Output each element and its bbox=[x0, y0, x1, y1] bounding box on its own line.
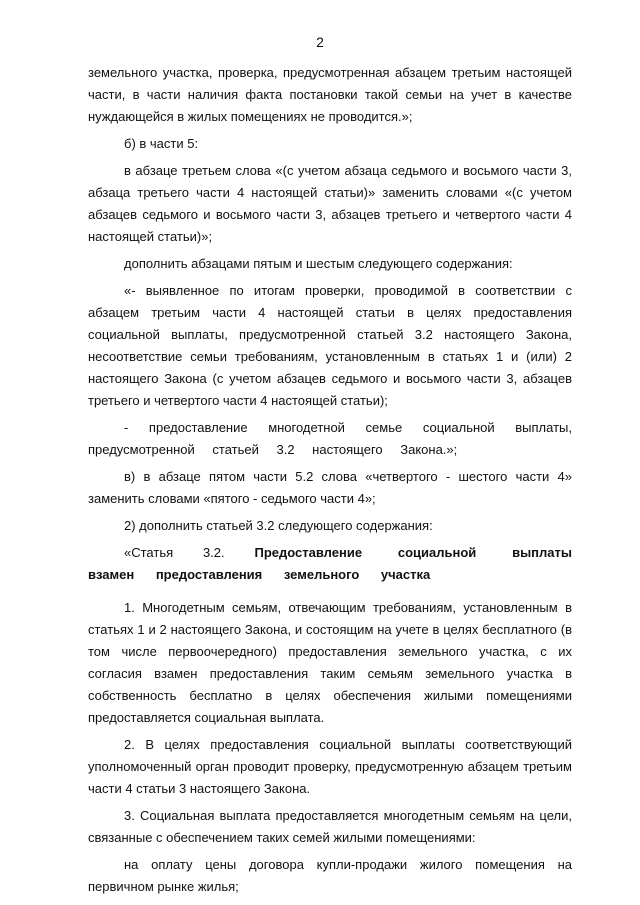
paragraph-amend-third: в абзаце третьем слова «(с учетом абзаца седьмого и восьмого части 3, абзаца третьего части 4 настоящей статьи)» заменить словами «(с учетом абзацев седьмого и восьмого части 3, абзацев третьего и четвертого части 4 настоящей статьи)»; bbox=[88, 163, 572, 244]
article-paragraph-3: 3. Социальная выплата предоставляется многодетным семьям на цели, связанные с обеспечением таких семей жилыми помещениями: bbox=[88, 808, 572, 845]
article-paragraph-4: на оплату цены договора купли-продажи жилого помещения на первичном рынке жилья; bbox=[88, 857, 572, 894]
paragraph-sub-v: в) в абзаце пятом части 5.2 слова «четвертого - шестого части 4» заменить словами «пятого - седьмого части 4»; bbox=[88, 469, 572, 506]
paragraph-add-article: 2) дополнить статьей 3.2 следующего содержания: bbox=[124, 518, 433, 533]
article-title: Предоставление социальной выплаты взамен предоставления земельного участка bbox=[88, 545, 572, 582]
paragraph-quote-identified: «- выявленное по итогам проверки, проводимой в соответствии с абзацем третьим части 4 настоящей статьи в целях предоставления социальной выплаты, предусмотренной статьей 3.2 настоящего Закона, несоответствие семьи требованиям, установленным в статьях 1 и (или) 2 настоящего Закона (с учетом абзацев седьмого и восьмого части 3, абзацев третьего и четвертого части 4 настоящей статьи); bbox=[88, 283, 572, 408]
paragraph-add-fifth-sixth: дополнить абзацами пятым и шестым следующего содержания: bbox=[124, 256, 513, 271]
article-paragraph-1: 1. Многодетным семьям, отвечающим требованиям, установленным в статьях 1 и 2 настоящего Закона, и состоящим на учете в целях бесплатного (в том числе первоочередного) предоставления земельного участка, с их согласия взамен предоставления таким семьям земельного участка в собственность бесплатно в целях обеспечения жилыми помещениями предоставляется социальная выплата. bbox=[88, 600, 572, 725]
document-body bbox=[88, 62, 572, 903]
page-number: 2 bbox=[316, 34, 324, 50]
paragraph-sub-b: б) в части 5: bbox=[124, 136, 199, 151]
paragraph-quote-provision: - предоставление многодетной семье социальной выплаты, предусмотренной статьей 3.2 настоящего Закона.»; bbox=[88, 420, 572, 457]
paragraph-continuation: земельного участка, проверка, предусмотренная абзацем третьим настоящей части, в части наличия факта постановки такой семьи на учет в качестве нуждающейся в жилых помещениях не проводится.»; bbox=[88, 65, 572, 124]
article-heading bbox=[88, 542, 572, 586]
article-paragraph-2: 2. В целях предоставления социальной выплаты соответствующий уполномоченный орган проводит проверку, предусмотренную абзацем третьим части 4 статьи 3 настоящего Закона. bbox=[88, 737, 572, 796]
article-prefix: «Статья 3.2. bbox=[124, 545, 225, 560]
